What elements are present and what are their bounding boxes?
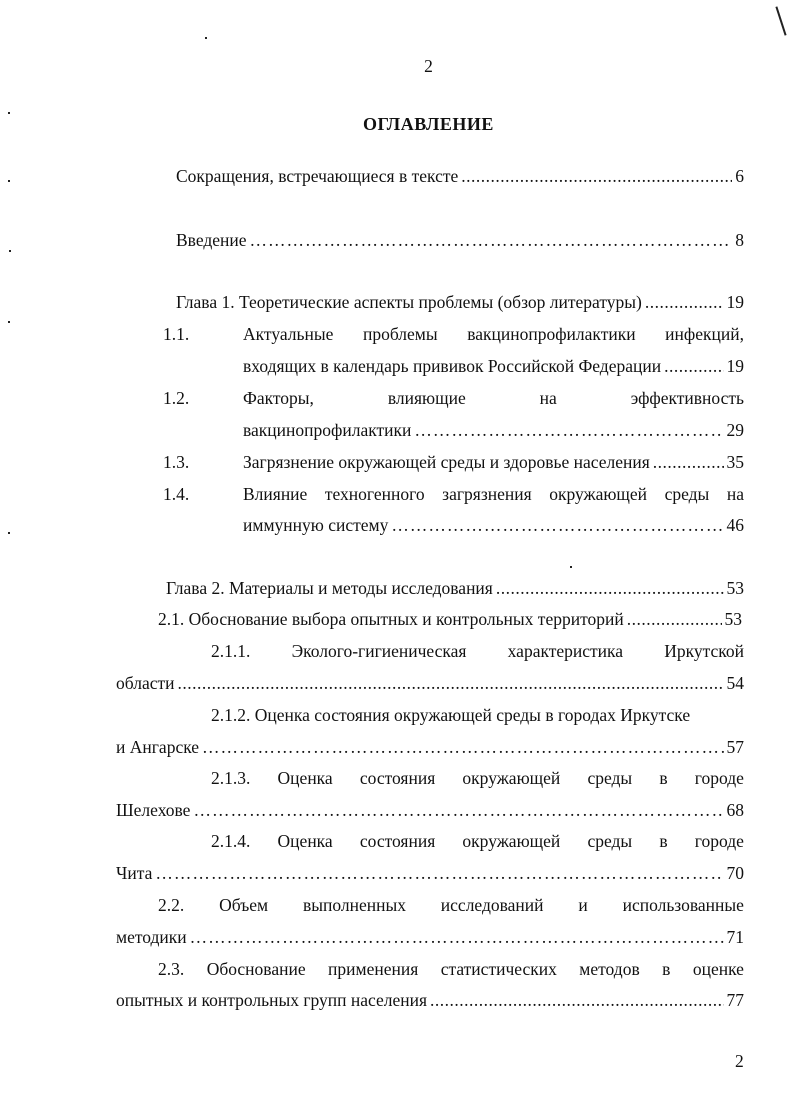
toc-entry-chapter-1 <box>176 292 744 313</box>
toc-word: состояния <box>359 831 436 851</box>
toc-word: среды <box>664 484 710 504</box>
toc-entry-1-4-line2 <box>243 515 744 536</box>
toc-word: в <box>662 959 671 979</box>
toc-word: на <box>539 388 557 408</box>
toc-entry-2-1-2-line2 <box>116 737 744 758</box>
toc-page-number: 53 <box>726 578 744 598</box>
toc-leader <box>627 609 722 630</box>
toc-entry-text: методики <box>116 927 187 947</box>
toc-leader <box>461 166 732 187</box>
toc-word: статистических <box>440 959 557 979</box>
toc-entry-text: иммунную систему <box>243 515 389 535</box>
toc-word: оценке <box>692 959 744 979</box>
toc-entry-text: области <box>116 673 175 693</box>
toc-leader <box>664 356 723 377</box>
toc-word: влияющие <box>387 388 466 408</box>
toc-entry-2-1-2-line1: 2.1.2. Оценка состояния окружающей среды в городах Иркутске <box>211 705 691 725</box>
toc-word: окружающей <box>462 831 561 851</box>
toc-page-number: 54 <box>726 673 744 693</box>
toc-entry-2-3-line1 <box>158 959 744 980</box>
toc-leader <box>496 578 724 599</box>
scan-speck <box>8 321 10 323</box>
toc-entry-text: Глава 2. Материалы и методы исследования <box>166 578 493 598</box>
toc-page-number: 8 <box>735 230 744 250</box>
scan-speck <box>8 532 10 534</box>
toc-word: в <box>659 768 668 788</box>
toc-word: в <box>659 831 668 851</box>
toc-word: загрязнения <box>442 484 532 504</box>
toc-leader <box>653 452 724 473</box>
toc-entry-2-1-1-line1 <box>211 641 744 662</box>
toc-page-number: 19 <box>726 292 744 312</box>
toc-entry-text: Загрязнение окружающей среды и здоровье населения <box>243 452 650 472</box>
toc-word: Оценка <box>277 831 333 851</box>
toc-word: Иркутской <box>664 641 744 661</box>
toc-word: исследований <box>440 895 544 915</box>
toc-entry-text: и Ангарске <box>116 737 200 757</box>
toc-word: на <box>726 484 744 504</box>
toc-page-number: 57 <box>726 737 744 757</box>
toc-word: городе <box>694 768 744 788</box>
scan-speck <box>205 37 207 39</box>
toc-word: Оценка <box>277 768 333 788</box>
toc-section-number: 1.4. <box>163 484 190 504</box>
toc-word: Факторы, <box>243 388 314 408</box>
toc-word: методов <box>579 959 640 979</box>
toc-entry-chapter-2 <box>166 578 744 599</box>
toc-word: характеристика <box>507 641 624 661</box>
toc-word: 2.2. <box>158 895 185 915</box>
toc-entry-1-2-line1 <box>243 388 744 409</box>
toc-entry-2-2-line1 <box>158 895 744 916</box>
toc-entry-text: вакцинопрофилактики <box>243 420 412 440</box>
toc-entry-2-1-3-line2 <box>116 800 744 821</box>
toc-leader <box>391 515 723 536</box>
scan-speck <box>9 250 11 252</box>
toc-section-number: 1.2. <box>163 388 190 408</box>
toc-entry-2-3-line2 <box>116 990 744 1011</box>
toc-page-number: 29 <box>726 420 744 440</box>
toc-word: среды <box>587 831 633 851</box>
toc-leader <box>414 420 723 441</box>
toc-word: вакцинопрофилактики <box>467 324 636 344</box>
toc-entry-text: Сокращения, встречающиеся в тексте <box>176 166 459 186</box>
toc-leader <box>178 673 724 694</box>
toc-entry-1-4-line1 <box>243 484 744 505</box>
toc-word: окружающей <box>549 484 648 504</box>
toc-leader <box>430 990 723 1011</box>
toc-page-number: 70 <box>726 863 744 883</box>
toc-word: проблемы <box>362 324 438 344</box>
toc-word: окружающей <box>462 768 561 788</box>
toc-entry-2-1-3-line1 <box>211 768 744 789</box>
toc-entry-2-1-4-line2 <box>116 863 744 884</box>
toc-entry-2-2-line2 <box>116 927 744 948</box>
toc-word: Объем <box>219 895 269 915</box>
toc-word: Влияние <box>243 484 308 504</box>
toc-page-number: 77 <box>726 990 744 1010</box>
toc-entry-text: Шелехове <box>116 800 191 820</box>
page-number-top: 2 <box>424 56 433 76</box>
toc-entry-introduction <box>176 230 744 251</box>
toc-entry-1-3 <box>243 452 744 473</box>
toc-section-number: 1.1. <box>163 324 190 344</box>
toc-entry-2-1-4-line1 <box>211 831 744 852</box>
toc-entry-text: 2.1. Обоснование выбора опытных и контрольных территорий <box>158 609 624 629</box>
toc-word: выполненных <box>302 895 406 915</box>
toc-word: эффективность <box>630 388 744 408</box>
toc-leader <box>193 800 723 821</box>
toc-entry-text: Введение <box>176 230 247 250</box>
page-title: ОГЛАВЛЕНИЕ <box>363 114 494 134</box>
toc-page-number: 46 <box>726 515 744 535</box>
toc-page-number: 19 <box>726 356 744 376</box>
toc-word: 2.1.3. <box>211 768 251 788</box>
toc-word: 2.1.1. <box>211 641 251 661</box>
toc-entry-1-1-line1 <box>243 324 744 345</box>
toc-word: Актуальные <box>243 324 334 344</box>
toc-entry-text: Глава 1. Теоретические аспекты проблемы (обзор литературы) <box>176 292 642 312</box>
toc-entry-text: входящих в календарь прививок Российской Федерации <box>243 356 662 376</box>
page-number-bottom: 2 <box>735 1051 744 1071</box>
toc-word: техногенного <box>324 484 425 504</box>
toc-page-number: 68 <box>726 800 744 820</box>
toc-word: состояния <box>359 768 436 788</box>
toc-section-number: 1.3. <box>163 452 190 472</box>
toc-page-number: 35 <box>726 452 744 472</box>
toc-word: городе <box>694 831 744 851</box>
toc-entry-2-1 <box>158 609 742 630</box>
toc-entry-abbreviations <box>176 166 744 187</box>
toc-entry-2-1-1-line2 <box>116 673 744 694</box>
toc-word: Эколого-гигиеническая <box>291 641 467 661</box>
toc-word: использованные <box>622 895 744 915</box>
toc-word: Обоснование <box>206 959 306 979</box>
toc-entry-text: опытных и контрольных групп населения <box>116 990 428 1010</box>
toc-page-number: 71 <box>726 927 744 947</box>
toc-entry-text: Чита <box>116 863 153 883</box>
toc-word: применения <box>328 959 419 979</box>
toc-entry-1-1-line2 <box>243 356 744 377</box>
toc-word: 2.1.4. <box>211 831 251 851</box>
toc-leader <box>190 927 724 948</box>
toc-page-number: 53 <box>724 609 742 629</box>
toc-leader <box>155 863 723 884</box>
toc-leader <box>250 230 733 251</box>
toc-word: среды <box>587 768 633 788</box>
toc-page-number: 6 <box>735 166 744 186</box>
toc-word: 2.3. <box>158 959 185 979</box>
toc-word: инфекций, <box>665 324 744 344</box>
scan-speck <box>8 180 10 182</box>
scan-speck <box>570 566 572 568</box>
toc-leader <box>645 292 724 313</box>
toc-entry-1-2-line2 <box>243 420 744 441</box>
toc-leader <box>202 737 723 758</box>
toc-word: и <box>578 895 588 915</box>
scan-mark-corner <box>775 6 786 35</box>
